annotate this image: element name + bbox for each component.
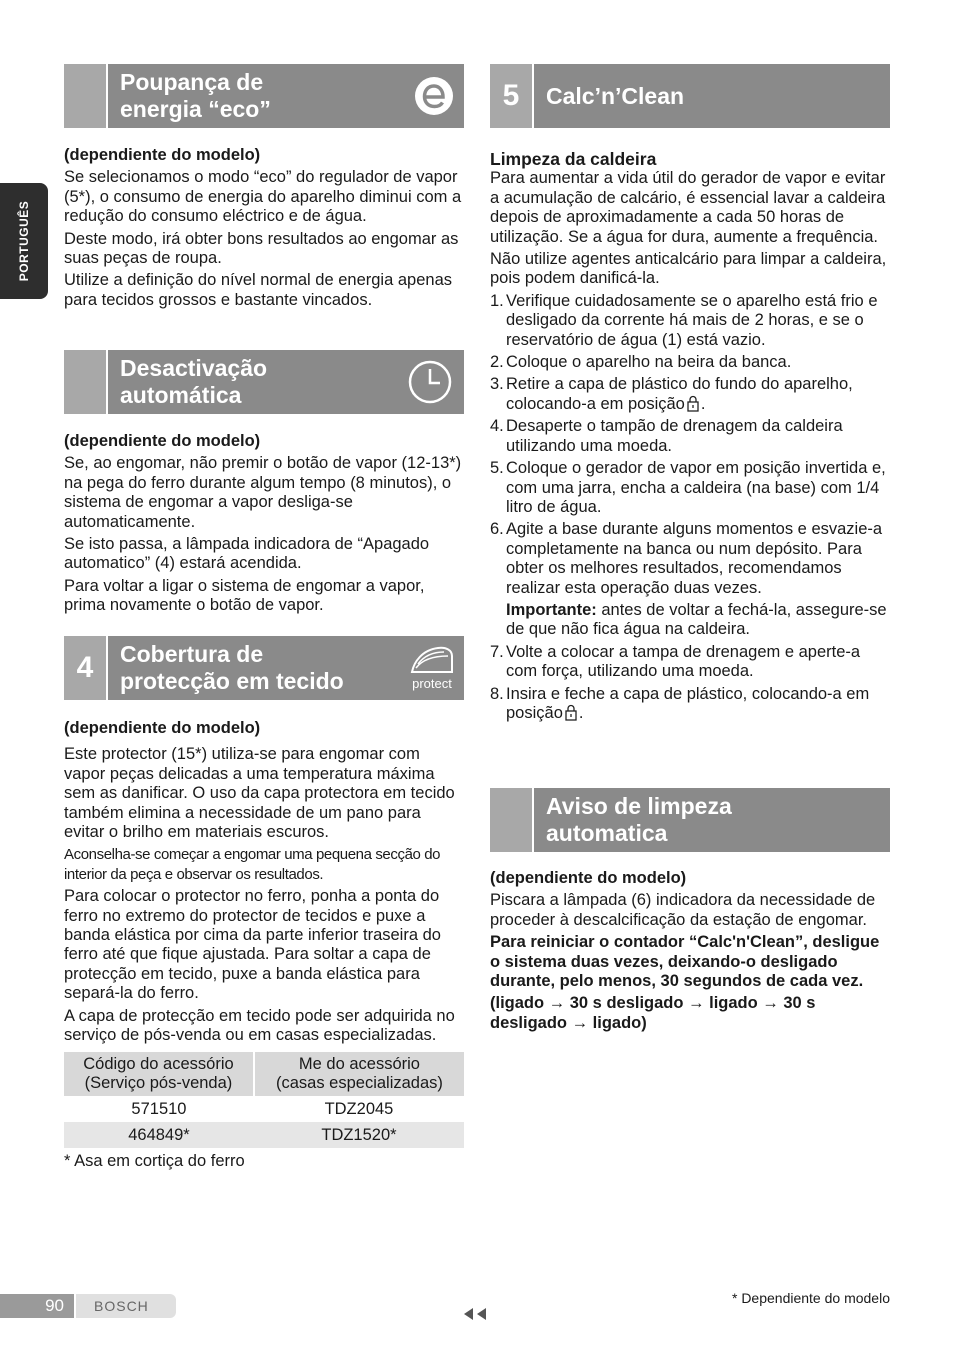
section-body-eco xyxy=(64,146,464,313)
table-row xyxy=(64,1096,464,1122)
paragraph: Para voltar a ligar o sistema de engomar a vapor, prima novamente o botão de vapor. xyxy=(64,576,425,615)
paragraph: Não utilize agentes anticalcário para limpar a caldeira, pois podem danificá-la. xyxy=(490,250,887,288)
paragraph: (ligado → 30 s desligado → ligado → 30 s desligado → ligado) xyxy=(490,994,816,1032)
important-note: Importante: antes de voltar a fechá-la, assegure-se de que não fica água na caldeira. xyxy=(506,600,887,639)
subheading: Limpeza da caldeira xyxy=(490,149,657,169)
steps-list xyxy=(490,292,890,598)
table-cell: TDZ2045 xyxy=(324,1099,394,1118)
table-cell: 464849* xyxy=(64,1122,254,1148)
page-footnote: * Dependiente do modelo xyxy=(731,1290,890,1306)
list-item: 7. Volte a colocar a tampa de drenagem e aperte-a com força, utilizando uma moeda. xyxy=(490,642,861,681)
model-note: (dependiente do modelo) xyxy=(64,719,261,737)
section-number-box xyxy=(64,64,106,128)
list-item: 2. Coloque o aparelho na beira da banca. xyxy=(490,353,792,372)
section-title-protect: Cobertura de protecção em tecido xyxy=(120,641,344,694)
list-item: 1. Verifique cuidadosamente se o aparelho está frio e desligado da corrente há mais de 2 horas, e se o reservatório de água (1) está vazio. xyxy=(490,291,878,349)
lock-icon xyxy=(687,395,699,412)
section-title-eco: Poupança de energia “eco” xyxy=(120,69,271,122)
section-number-box xyxy=(490,788,532,852)
list-item: 6. Agite a base durante alguns momentos e esvazie-a completamente na banca ou num depósito. Para obter os melhores resultados, recomendamos realizar esta operação duas vezes. xyxy=(490,520,883,597)
section-number: 5 xyxy=(490,64,532,128)
section-title-aviso: Aviso de limpeza automatica xyxy=(546,793,732,846)
list-item: 4. Desaperte o tampão de drenagem da caldeira utilizando uma moeda. xyxy=(490,417,843,455)
paragraph: Deste modo, irá obter bons resultados ao engomar as suas peças de roupa. xyxy=(64,229,459,268)
accessory-table xyxy=(64,1052,464,1149)
table-cell: TDZ1520* xyxy=(254,1122,464,1148)
paragraph: Utilize a definição do nível normal de energia apenas para tecidos grossos e bastante vincados. xyxy=(64,271,452,309)
iron-protect-icon xyxy=(402,642,462,690)
section-number-box xyxy=(64,350,106,414)
language-tab xyxy=(0,183,48,299)
section-header-auto-off xyxy=(64,350,464,414)
model-note: (dependiente do modelo) xyxy=(490,869,687,887)
language-tab-label: PORTUGUÊS xyxy=(17,200,31,282)
section-header-calc xyxy=(490,64,890,128)
paragraph: Este protector (15*) utiliza-se para engomar com vapor peças delicadas a uma temperatura máxima sem as danificar. O uso da capa protectora em tecido também elimina a necessidade de um pano para evitar o brilho em materiais escuros. xyxy=(64,745,455,842)
list-item: 5. Coloque o gerador de vapor em posição invertida e, com uma jarra, encha a caldeira (na base) com 1/4 litro de água. xyxy=(490,459,886,516)
section-header-eco xyxy=(64,64,464,128)
list-item: 3. Retire a capa de plástico do fundo do aparelho, colocando-a em posição . xyxy=(490,375,853,413)
list-item: 8. Insira e feche a capa de plástico, colocando-a em posição . xyxy=(490,684,870,722)
section-title-calc: Calc’n’Clean xyxy=(546,82,685,109)
section-number: 4 xyxy=(64,636,106,700)
paragraph: Piscara a lâmpada (6) indicadora da necessidade de proceder à descalcificação da estação de engomar. xyxy=(490,891,876,929)
paragraph: Para aumentar a vida útil do gerador de vapor e evitar a acumulação de calcário, é essencial lavar a caldeira depois de aproximadamente a cada 50 horas de utilização. Se a água for dura, aumente a frequência. xyxy=(490,169,886,246)
table-row xyxy=(64,1122,464,1148)
clock-icon xyxy=(408,360,452,409)
model-note: (dependiente do modelo) xyxy=(64,432,261,450)
paragraph: Para reiniciar o contador “Calc'n'Clean”, desligue o sistema duas vezes, deixando-o desligado durante, pelo menos, 30 segundos de cada vez. xyxy=(490,933,880,991)
paragraph: Se selecionamos o modo “eco” do regulador de vapor (5*), o consumo de energia do aparelho diminui com a redução do consumo eléctrico e de água. xyxy=(64,168,462,226)
section-body-aviso xyxy=(490,869,890,1036)
back-arrows-icon[interactable] xyxy=(462,1307,488,1326)
paragraph: A capa de protecção em tecido pode ser adquirida no serviço de pós-venda ou em casas especializadas. xyxy=(64,1006,455,1045)
lock-icon xyxy=(565,704,577,721)
section-body-calc xyxy=(490,150,890,726)
steps-list xyxy=(490,643,890,724)
table-header: Me do acessório (casas especializadas) xyxy=(254,1052,464,1097)
section-header-aviso xyxy=(490,788,890,852)
protect-icon-label: protect xyxy=(412,676,452,691)
paragraph: Para colocar o protector no ferro, ponha a ponta do ferro no extremo do protector de tecidos e puxe a banda elástica por cima da parte inferior traseira do ferro até que fique ajustada. Para soltar a capa de protecção em tecido, puxe a banda elástica para separá-la do ferro. xyxy=(64,887,441,1003)
section-body-protect xyxy=(64,719,464,1175)
table-footnote: * Asa em cortiça do ferro xyxy=(64,1152,245,1171)
paragraph: Se isto passa, a lâmpada indicadora de “Apagado automatico” (4) estará acendida. xyxy=(64,535,430,573)
eco-e-icon xyxy=(414,76,454,121)
brand-label: BOSCH xyxy=(76,1294,176,1318)
paragraph: Aconselha-se começar a engomar uma pequena secção do interior da peça e observar os resultados. xyxy=(64,846,441,883)
model-note: (dependiente do modelo) xyxy=(64,146,261,164)
page-number: 90 xyxy=(0,1294,74,1318)
section-body-auto-off xyxy=(64,432,464,619)
paragraph: Se, ao engomar, não premir o botão de vapor (12-13*) na pega do ferro durante algum tempo (8 minutos), o sistema de engomar a vapor desliga-se automaticamente. xyxy=(64,454,462,531)
table-cell: 571510 xyxy=(131,1099,187,1118)
section-title-auto-off: Desactivação automática xyxy=(120,355,268,408)
table-header: Código do acessório (Serviço pós-venda) xyxy=(64,1052,254,1097)
section-header-protect xyxy=(64,636,464,700)
